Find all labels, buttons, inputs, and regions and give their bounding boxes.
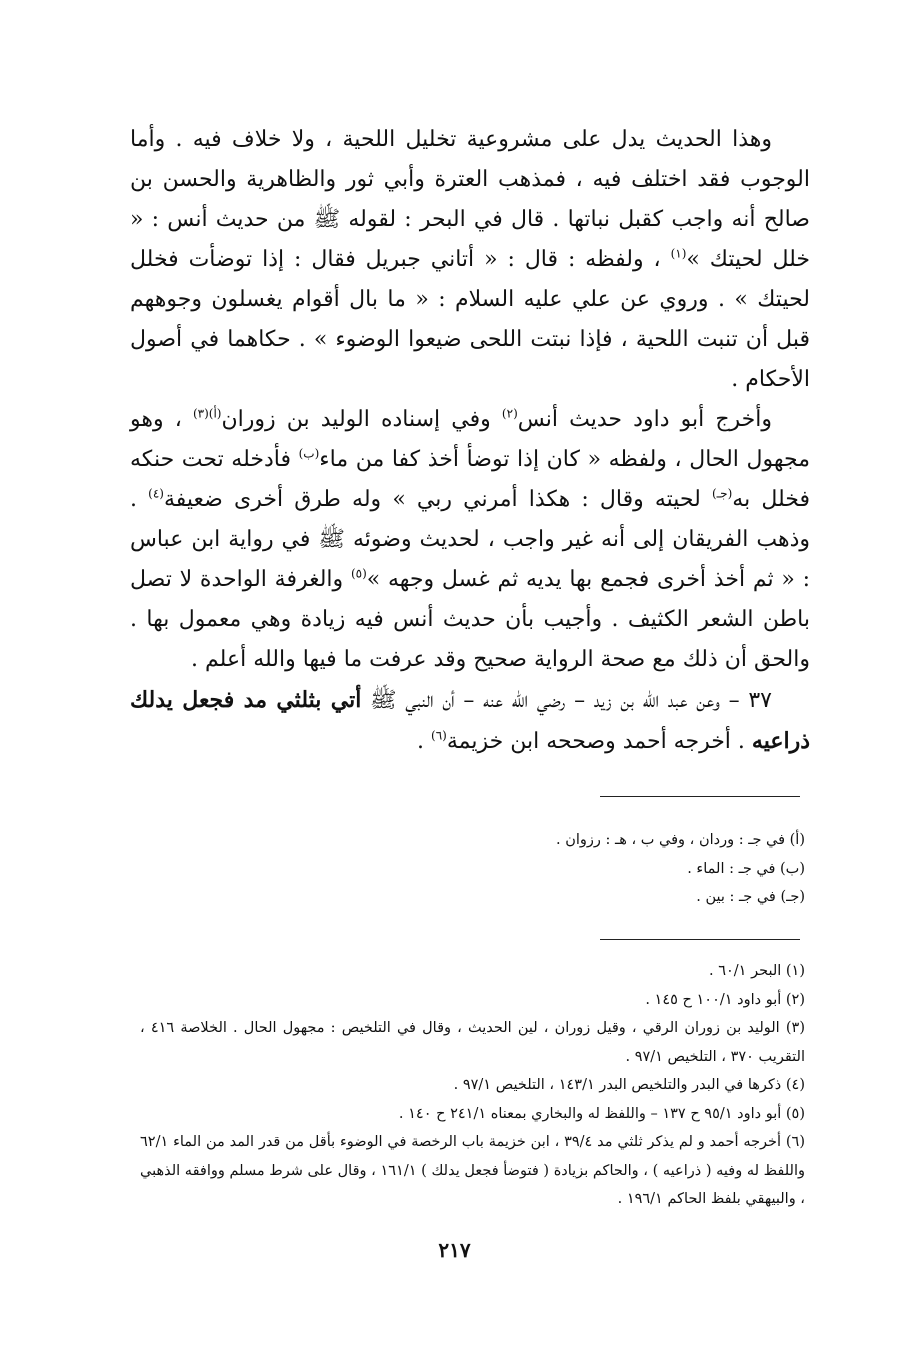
footnote-4: (٤) ذكرها في البدر والتلخيص البدر ١٤٣/١ ، التلخيص ٩٧/١ . xyxy=(453,1077,805,1093)
footnotes-divider xyxy=(600,939,800,940)
footnote-5: (٥) أبو داود ٩٥/١ ح ١٣٧ – واللفظ له والبخاري بمعناه ٢٤١/١ ح ١٤٠ . xyxy=(398,1105,805,1122)
paragraph-2-text-e: لحيته وقال : هكذا أمرني ربي » وله طرق أخرى ضعيفة xyxy=(163,487,701,512)
paragraph-1 xyxy=(130,120,810,400)
variant-ref-b: (ب) xyxy=(298,446,320,461)
footnote-ref-1: (١) xyxy=(670,246,687,261)
footnote-1: (١) البحر ٦٠/١ . xyxy=(709,963,805,979)
paragraph-3 xyxy=(130,680,810,762)
paragraph-2-text-f: . وذهب الفريقان إلى أنه غير واجب ، لحديث وضوئه ﷺ في رواية ابن عباس : « ثم أخذ أخرى فجمع بها يديه ثم غسل وجهه » xyxy=(130,487,810,592)
footnotes xyxy=(140,957,805,1214)
footnote-ref-4: (٤) xyxy=(148,486,164,501)
paragraph-2-text-c: ، وهو مجهول الحال ، ولفظه « كان إذا توضأ أخذ كفا من ماء xyxy=(130,407,810,472)
footnote-ref-3: (أ)(٣) xyxy=(192,406,222,421)
paragraph-3-text-c: . xyxy=(417,729,425,754)
paragraph-1-text-b: ، ولفظه : قال : « أتاني جبريل فقال : إذا توضأت فخلل لحيتك » . وروي عن علي عليه السلام : « ما بال أقوام يغسلون وجوههم قبل أن تنبت اللحية ، فإذا نبتت اللحى ضيعوا الوضوء » . حكاهما في أصول الأحكام . xyxy=(130,247,810,392)
variant-note-a: (أ) في جـ : وردان ، وفي ب ، هـ : رزوان . xyxy=(555,832,805,848)
paragraph-2-text-a: وأخرج أبو داود حديث أنس xyxy=(517,407,773,432)
paragraph-2 xyxy=(130,400,810,680)
footnote-3: (٣) الوليد بن زوران الرقي ، وقيل زوران ، لين الحديث ، وقال في التلخيص : مجهول الحال . الخلاصة ٤١٦ ، التقريب ٣٧٠ ، التلخيص ٩٧/١ . xyxy=(140,1020,805,1065)
footnote-ref-6: (٦) xyxy=(431,728,447,743)
variant-notes xyxy=(140,826,805,912)
paragraph-1-text-a: وهذا الحديث يدل على مشروعية تخليل اللحية ، ولا خلاف فيه . وأما الوجوب فقد اختلف فيه ، فمذهب العترة وأبي ثور والظاهرية والحسن بن صالح أنه واجب كقبل نباتها . قال في البحر : لقوله ﷺ من حديث أنس : « خلل لحيتك » xyxy=(130,127,810,272)
variant-ref-j: (جـ) xyxy=(711,486,733,501)
paragraph-3-text-a: ٣٧ – وعن عبد الله بن زيد – رضي الله عنه – أن النبي ﷺ xyxy=(370,688,772,713)
footnote-ref-2: (٢) xyxy=(501,406,518,421)
page-number: ٢١٧ xyxy=(438,1238,471,1262)
footnote-6: (٦) أخرجه أحمد و لم يذكر ثلثي مد ٣٩/٤ ، ابن خزيمة باب الرخصة في الوضوء بأقل من قدر المد من الماء ٦٢/١ واللفظ له وفيه ( ذراعيه ) ، والحاكم بزيادة ( فتوضأ فجعل يدلك ) ١٦١/١ ، وقال على شرط مسلم ووافقه الذهبي ، والبيهقي بلفظ الحاكم ١٩٦/١ . xyxy=(140,1134,805,1207)
paragraph-2-text-b: وفي إسناده الوليد بن زوران xyxy=(221,407,491,432)
hadith-text-bold: أتي بثلثي مد فجعل يدلك ذراعيه xyxy=(130,687,810,754)
footnote-ref-5: (٥) xyxy=(350,566,367,581)
variant-note-j: (جـ) في جـ : بين . xyxy=(696,889,805,905)
paragraph-2-text-g: والغرفة الواحدة لا تصل باطن الشعر الكثيف . وأجيب بأن حديث أنس فيه زيادة وهي معمول بها . والحق أن ذلك مع صحة الرواية صحيح وقد عرفت ما فيها والله أعلم . xyxy=(130,567,810,672)
paragraph-2-text-d: فأدخله تحت حنكه فخلل به xyxy=(130,447,811,512)
variant-notes-divider xyxy=(600,796,800,797)
variant-note-b: (ب) في جـ : الماء . xyxy=(687,860,805,877)
main-text xyxy=(130,120,810,762)
paragraph-3-text-b: . أخرجه أحمد وصححه ابن خزيمة xyxy=(446,729,745,754)
footnote-2: (٢) أبو داود ١٠٠/١ ح ١٤٥ . xyxy=(645,991,805,1008)
